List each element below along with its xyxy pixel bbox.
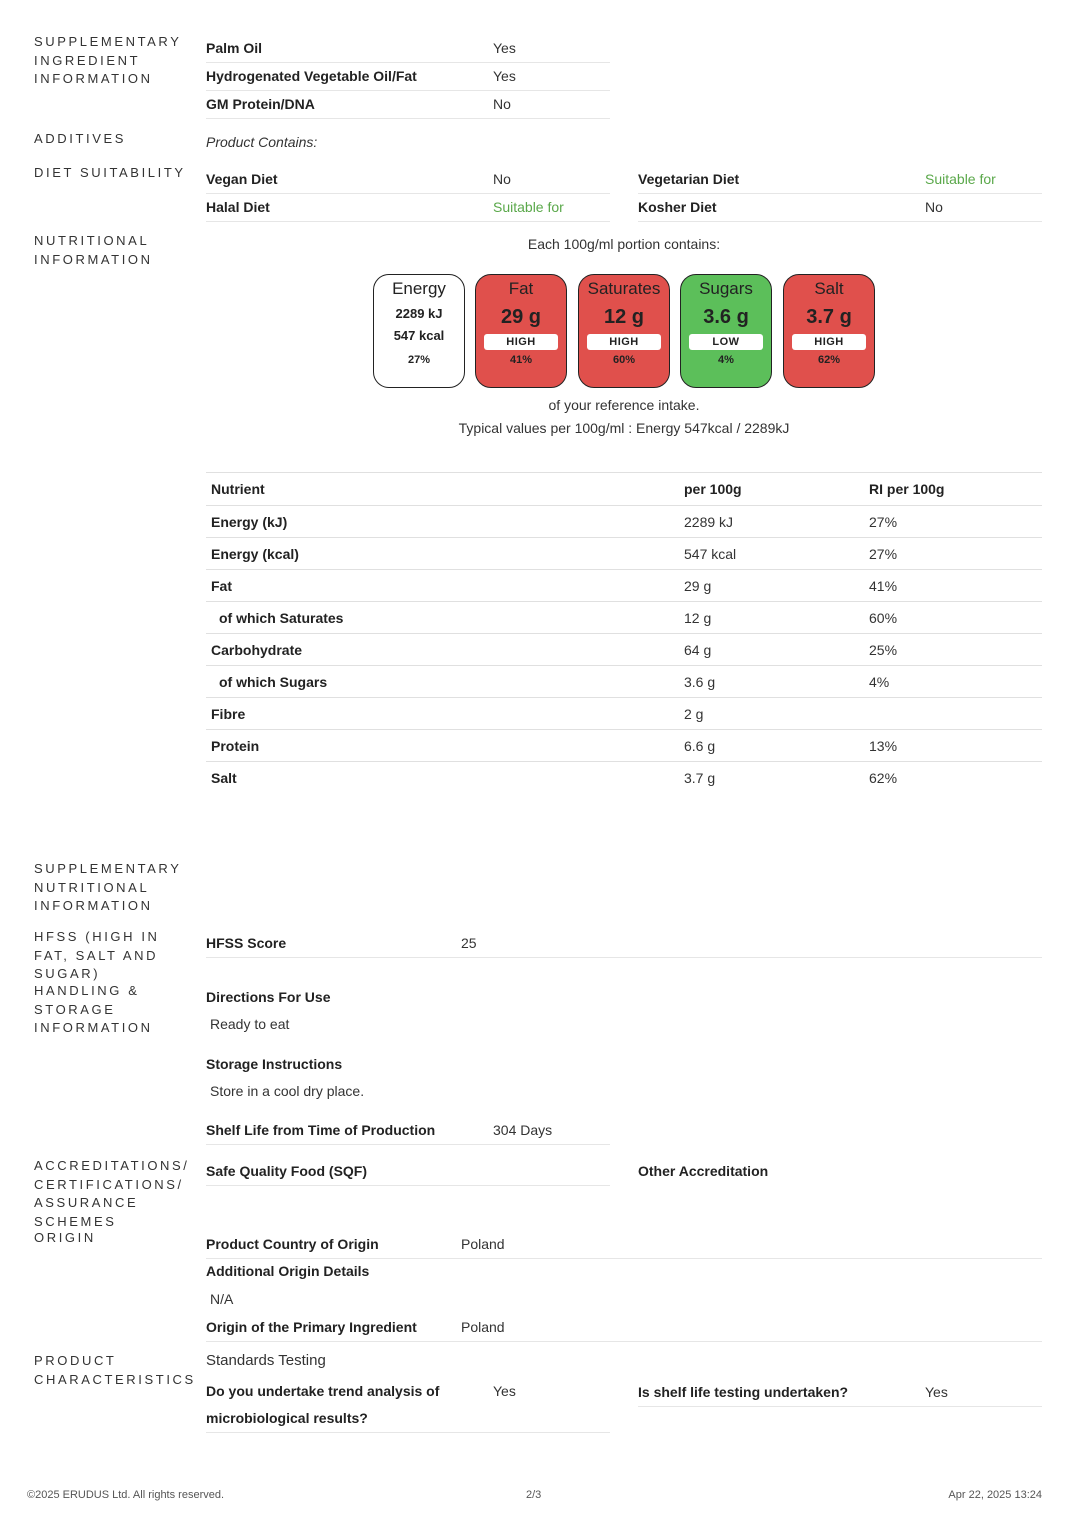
section-supplementary-ingredient: SUPPLEMENTARY INGREDIENT INFORMATION xyxy=(34,34,182,86)
reference-intake-text: of your reference intake. xyxy=(548,397,700,413)
ingredient-label: Palm Oil xyxy=(206,40,263,56)
badge-level: LOW xyxy=(689,334,763,350)
ingredient-value: No xyxy=(493,96,511,112)
trend-analysis-label-1: Do you undertake trend analysis of xyxy=(206,1383,440,1399)
shelf-life-testing-value: Yes xyxy=(925,1384,948,1400)
diet-row-halal xyxy=(206,193,610,222)
nutrient-ri xyxy=(864,698,1042,730)
storage-label: Storage Instructions xyxy=(206,1056,343,1072)
badge-value: 29 g xyxy=(500,306,542,328)
nutrient-per100: 3.7 g xyxy=(679,762,864,794)
section-origin: ORIGIN xyxy=(34,1230,96,1245)
nutrient-ri: 27% xyxy=(864,538,1042,570)
salt-badge xyxy=(783,274,875,388)
nutrient-per100: 64 g xyxy=(679,634,864,666)
storage-value: Store in a cool dry place. xyxy=(210,1083,365,1099)
standards-testing-label: Standards Testing xyxy=(206,1352,326,1369)
header-nutrient: Nutrient xyxy=(206,473,679,506)
section-nutritional-information: NUTRITIONAL INFORMATION xyxy=(34,233,153,267)
country-origin-label: Product Country of Origin xyxy=(206,1236,379,1252)
shelf-life-label: Shelf Life from Time of Production xyxy=(206,1122,436,1138)
table-row xyxy=(206,506,1042,538)
badge-percent: 4% xyxy=(718,354,734,366)
section-handling-storage: HANDLING & STORAGE INFORMATION xyxy=(34,983,153,1035)
badge-value: 3.7 g xyxy=(806,306,852,328)
nutrient-name: Fibre xyxy=(206,698,679,730)
ingredient-row xyxy=(206,34,610,63)
section-hfss: HFSS (HIGH IN FAT, SALT AND SUGAR) xyxy=(34,929,160,981)
diet-row-vegan xyxy=(206,165,610,194)
nutrient-ri: 27% xyxy=(864,506,1042,538)
diet-value: Suitable for xyxy=(925,171,996,187)
table-header-row xyxy=(206,473,1042,506)
badge-percent: 27% xyxy=(407,354,431,366)
nutrient-ri: 13% xyxy=(864,730,1042,762)
nutrient-per100: 6.6 g xyxy=(679,730,864,762)
table-row xyxy=(206,698,1042,730)
primary-origin-row xyxy=(206,1313,1042,1342)
ingredient-row xyxy=(206,90,610,119)
diet-value: No xyxy=(925,199,943,215)
typical-values-text: Typical values per 100g/ml : Energy 547kcal / 2289kJ xyxy=(458,420,790,436)
badge-name: Energy xyxy=(392,279,446,298)
table-row xyxy=(206,730,1042,762)
diet-value: Suitable for xyxy=(493,199,564,215)
nutrient-per100: 12 g xyxy=(679,602,864,634)
diet-value: No xyxy=(493,171,511,187)
table-row xyxy=(206,538,1042,570)
nutrient-per100: 2 g xyxy=(679,698,864,730)
badge-name: Fat xyxy=(508,279,534,298)
section-product-characteristics: PRODUCT CHARACTERISTICS xyxy=(34,1353,196,1387)
nutrient-per100: 29 g xyxy=(679,570,864,602)
nutrient-name: Fat xyxy=(206,570,679,602)
badge-name: Sugars xyxy=(699,279,753,298)
table-row xyxy=(206,570,1042,602)
trend-analysis-label-2: microbiological results? xyxy=(206,1410,368,1426)
nutrient-name: Carbohydrate xyxy=(206,634,679,666)
directions-value: Ready to eat xyxy=(210,1016,290,1032)
table-row xyxy=(206,602,1042,634)
badge-value: 12 g xyxy=(603,306,645,328)
primary-origin-label: Origin of the Primary Ingredient xyxy=(206,1319,417,1335)
nutrient-per100: 2289 kJ xyxy=(679,506,864,538)
hfss-label: HFSS Score xyxy=(206,935,287,951)
shelf-life-value: 304 Days xyxy=(493,1122,553,1138)
product-contains-label: Product Contains: xyxy=(206,134,318,150)
badge-level: HIGH xyxy=(587,334,661,350)
shelf-life-row xyxy=(206,1116,610,1145)
nutrient-per100: 547 kcal xyxy=(679,538,864,570)
diet-row-kosher xyxy=(638,193,1042,222)
energy-badge xyxy=(373,274,465,388)
nutrient-ri: 25% xyxy=(864,634,1042,666)
trend-analysis-row xyxy=(206,1378,610,1433)
nutrient-name: Energy (kcal) xyxy=(206,538,679,570)
badge-level: HIGH xyxy=(484,334,558,350)
table-row xyxy=(206,762,1042,794)
diet-label: Kosher Diet xyxy=(638,199,717,215)
nutrient-ri: 62% xyxy=(864,762,1042,794)
nutrient-ri: 60% xyxy=(864,602,1042,634)
nutrient-name: of which Sugars xyxy=(206,666,679,698)
header-per-100g: per 100g xyxy=(679,473,864,506)
nutrient-name: Salt xyxy=(206,762,679,794)
nutrient-name: Protein xyxy=(206,730,679,762)
nutrient-ri: 4% xyxy=(864,666,1042,698)
section-supplementary-nutritional: SUPPLEMENTARY NUTRITIONAL INFORMATION xyxy=(34,861,182,913)
sqf-label: Safe Quality Food (SQF) xyxy=(206,1163,368,1179)
shelf-life-testing-label: Is shelf life testing undertaken? xyxy=(638,1384,849,1400)
table-row xyxy=(206,634,1042,666)
ingredient-value: Yes xyxy=(493,40,516,56)
energy-kcal: 547 kcal xyxy=(393,328,445,343)
hfss-row xyxy=(206,929,1042,958)
hfss-value: 25 xyxy=(461,935,477,951)
badge-percent: 62% xyxy=(817,354,841,366)
table-row xyxy=(206,666,1042,698)
ingredient-label: Hydrogenated Vegetable Oil/Fat xyxy=(206,68,417,84)
badge-level: HIGH xyxy=(792,334,866,350)
saturates-badge xyxy=(578,274,670,388)
footer-page-number: 2/3 xyxy=(526,1489,542,1501)
sugars-badge xyxy=(680,274,772,388)
footer-copyright: ©2025 ERUDUS Ltd. All rights reserved. xyxy=(27,1489,225,1501)
badge-percent: 60% xyxy=(612,354,636,366)
ingredient-value: Yes xyxy=(493,68,516,84)
directions-label: Directions For Use xyxy=(206,989,331,1005)
primary-origin-value: Poland xyxy=(461,1319,505,1335)
diet-label: Halal Diet xyxy=(206,199,270,215)
section-additives: ADDITIVES xyxy=(34,131,127,146)
additional-origin-value: N/A xyxy=(210,1291,234,1307)
nutrient-name: Energy (kJ) xyxy=(206,506,679,538)
other-accreditation-label: Other Accreditation xyxy=(638,1163,769,1179)
nutrient-per100: 3.6 g xyxy=(679,666,864,698)
diet-row-vegetarian xyxy=(638,165,1042,194)
nutrient-name: of which Saturates xyxy=(206,602,679,634)
country-origin-value: Poland xyxy=(461,1236,505,1252)
country-origin-row xyxy=(206,1230,1042,1259)
ingredient-row xyxy=(206,62,610,91)
section-accreditations: ACCREDITATIONS/ CERTIFICATIONS/ ASSURANCE SCHEMES xyxy=(34,1158,190,1229)
nutrient-ri: 41% xyxy=(864,570,1042,602)
fat-badge xyxy=(475,274,567,388)
badge-value: 3.6 g xyxy=(703,306,749,328)
ingredient-label: GM Protein/DNA xyxy=(206,96,315,112)
diet-label: Vegan Diet xyxy=(206,171,278,187)
badge-name: Salt xyxy=(814,279,844,298)
shelf-life-testing-row xyxy=(638,1378,1042,1407)
footer-date: Apr 22, 2025 13:24 xyxy=(948,1489,1042,1501)
energy-kj: 2289 kJ xyxy=(395,306,443,321)
badge-name: Saturates xyxy=(587,279,661,298)
section-diet-suitability: DIET SUITABILITY xyxy=(34,165,186,180)
sqf-row xyxy=(206,1157,610,1186)
diet-label: Vegetarian Diet xyxy=(638,171,740,187)
additional-origin-label: Additional Origin Details xyxy=(206,1263,370,1279)
header-ri: RI per 100g xyxy=(864,473,1042,506)
nutrition-table xyxy=(206,472,1042,793)
trend-analysis-value: Yes xyxy=(493,1383,516,1399)
badge-percent: 41% xyxy=(509,354,533,366)
portion-text: Each 100g/ml portion contains: xyxy=(527,236,721,252)
